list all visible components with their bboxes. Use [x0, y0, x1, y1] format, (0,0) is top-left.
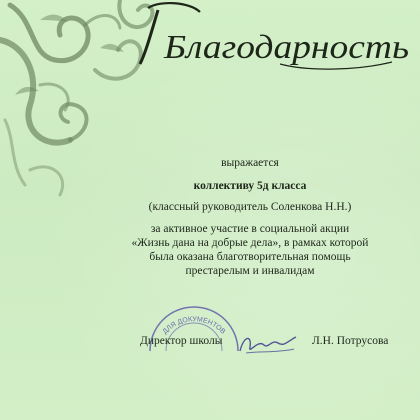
signature [236, 331, 300, 359]
signatory-role: Директор школы [140, 335, 223, 347]
teacher-text: (классный руководитель Соленкова Н.Н.) [148, 201, 352, 213]
body-line: за активное участие в социальной акции [150, 223, 350, 235]
body-line: была оказана благотворительная помощь [149, 251, 351, 263]
recipient-text: коллективу 5д класса [193, 180, 307, 192]
svg-text:ДЛЯ ДОКУМЕНТОВ: ДЛЯ ДОКУМЕНТОВ [161, 316, 227, 336]
stamp-seal [146, 289, 242, 359]
expressed-text: выражается [221, 157, 279, 169]
body-line: престарелым и инвалидам [185, 265, 315, 277]
body-line: «Жизнь дана на добрые дела», в рамках которой [131, 237, 369, 249]
title-calligraphy [130, 0, 420, 80]
certificate-title: Благодарность [162, 29, 409, 66]
signatory-name: Л.Н. Потрусова [312, 335, 389, 347]
